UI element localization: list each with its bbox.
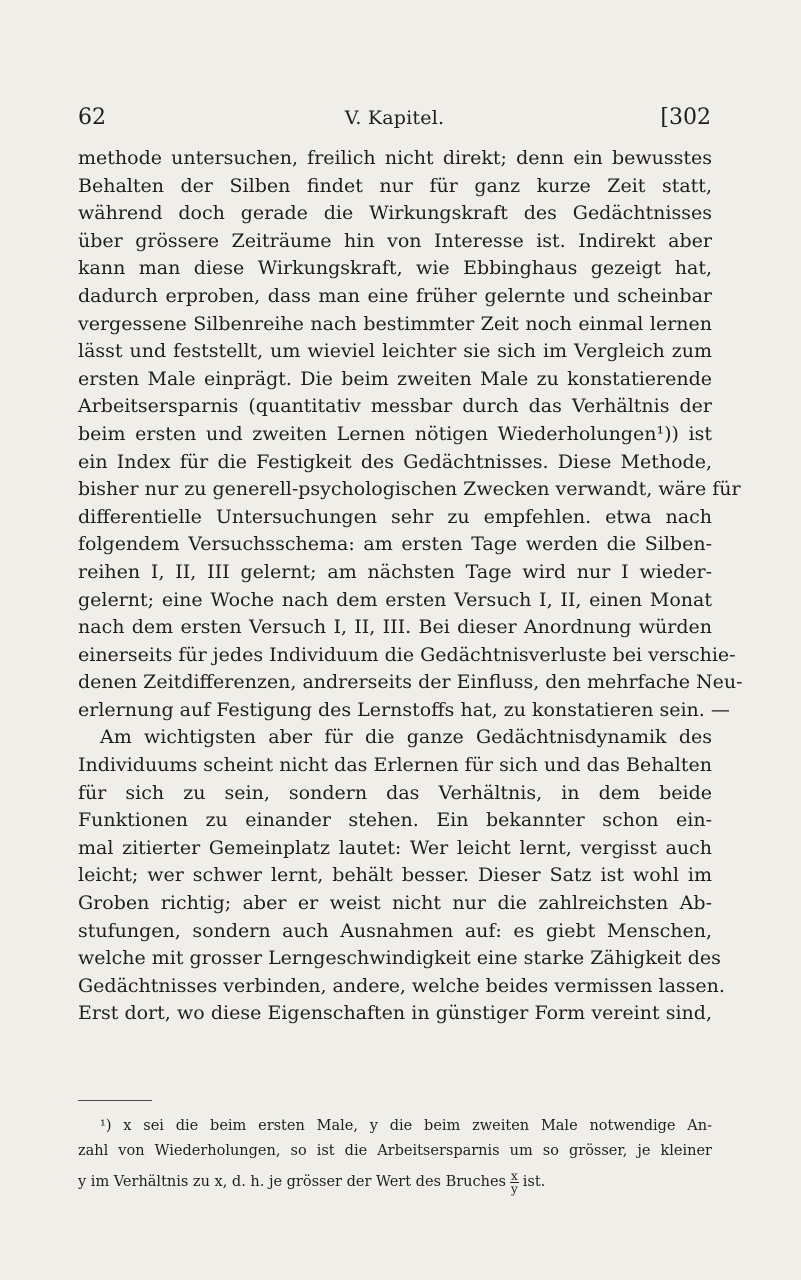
text-line: einerseits für jedes Individuum die Gedächtnisverluste bei verschie-: [78, 643, 736, 666]
text-line: lässt und feststellt, um wieviel leichter sie sich im Vergleich zum: [78, 340, 712, 363]
chapter-title: V. Kapitel.: [344, 107, 445, 129]
text-line: folgendem Versuchsschema: am ersten Tage werden die Silben-: [78, 533, 712, 556]
text-line: kann man diese Wirkungskraft, wie Ebbinghaus gezeigt hat,: [78, 257, 712, 280]
footnote: [78, 1114, 712, 1200]
text-line: nach dem ersten Versuch I, II, III. Bei dieser Anordnung würden: [78, 616, 712, 639]
footnote-text: y im Verhältnis zu x, d. h. je grösser der Wert des Bruches: [78, 1174, 506, 1190]
text-line: Erst dort, wo diese Eigenschaften in günstiger Form vereint sind,: [78, 1002, 712, 1025]
text-line: ein Index für die Festigkeit des Gedächtnisses. Diese Methode,: [78, 450, 712, 473]
text-line: dadurch erproben, dass man eine früher gelernte und scheinbar: [78, 284, 712, 307]
text-line: beim ersten und zweiten Lernen nötigen Wiederholungen¹)) ist: [78, 422, 712, 445]
text-line: bisher nur zu generell-psychologischen Zwecken verwandt, wäre für: [78, 478, 741, 501]
fraction-denominator: y: [511, 1181, 518, 1196]
text-line: Behalten der Silben findet nur für ganz kurze Zeit statt,: [78, 174, 712, 197]
text-line: Gedächtnisses verbinden, andere, welche beides vermissen lassen.: [78, 974, 725, 997]
text-line: Am wichtigsten aber für die ganze Gedächtnisdynamik des: [100, 726, 712, 749]
footnote-divider: [78, 1100, 152, 1101]
text-line: vergessene Silbenreihe nach bestimmter Zeit noch einmal lernen: [78, 312, 712, 335]
text-line: methode untersuchen, freilich nicht direkt; denn ein bewusstes: [78, 147, 712, 169]
text-line: Arbeitsersparnis (quantitativ messbar durch das Verhältnis der: [78, 395, 712, 418]
text-line: stufungen, sondern auch Ausnahmen auf: es giebt Menschen,: [78, 919, 712, 942]
text-line: welche mit grosser Lerngeschwindigkeit eine starke Zähigkeit des: [78, 947, 721, 970]
text-line: mal zitierter Gemeinplatz lautet: Wer leicht lernt, vergisst auch: [78, 836, 712, 859]
text-line: während doch gerade die Wirkungskraft des Gedächtnisses: [78, 202, 712, 225]
fraction-numerator: x: [511, 1168, 518, 1183]
footnote-line-with-fraction: [78, 1164, 712, 1200]
text-line: Funktionen zu einander stehen. Ein bekannter schon ein-: [78, 809, 712, 832]
text-line: über grössere Zeiträume hin von Interesse ist. Indirekt aber: [78, 229, 712, 252]
text-line: erlernung auf Festigung des Lernstoffs hat, zu konstatieren sein. —: [78, 698, 730, 721]
running-header: [78, 103, 711, 133]
text-line: denen Zeitdifferenzen, andrerseits der Einfluss, den mehrfache Neu-: [78, 671, 743, 694]
main-text: [78, 145, 743, 1028]
fraction: [510, 1170, 519, 1195]
text-line: differentielle Untersuchungen sehr zu empfehlen. etwa nach: [78, 505, 712, 528]
page-number: 62: [78, 105, 106, 130]
text-line: Individuums scheint nicht das Erlernen für sich und das Behalten: [78, 754, 712, 777]
text-line: reihen I, II, III gelernt; am nächsten Tage wird nur I wieder-: [78, 560, 712, 583]
footnote-line: zahl von Wiederholungen, so ist die Arbeitsersparnis um so grösser, je kleiner: [78, 1143, 712, 1159]
text-line: für sich zu sein, sondern das Verhältnis, in dem beide: [78, 781, 712, 804]
footnote-line: ¹) x sei die beim ersten Male, y die beim zweiten Male notwendige An-: [100, 1118, 712, 1134]
footnote-text: ist.: [522, 1174, 546, 1190]
text-line: Groben richtig; aber er weist nicht nur die zahlreichsten Ab-: [78, 892, 712, 915]
text-line: leicht; wer schwer lernt, behält besser. Dieser Satz ist wohl im: [78, 864, 712, 887]
original-page-reference: [302: [660, 105, 711, 130]
text-line: gelernt; eine Woche nach dem ersten Versuch I, II, einen Monat: [78, 588, 712, 611]
text-line: ersten Male einprägt. Die beim zweiten Male zu konstatierende: [78, 367, 712, 390]
